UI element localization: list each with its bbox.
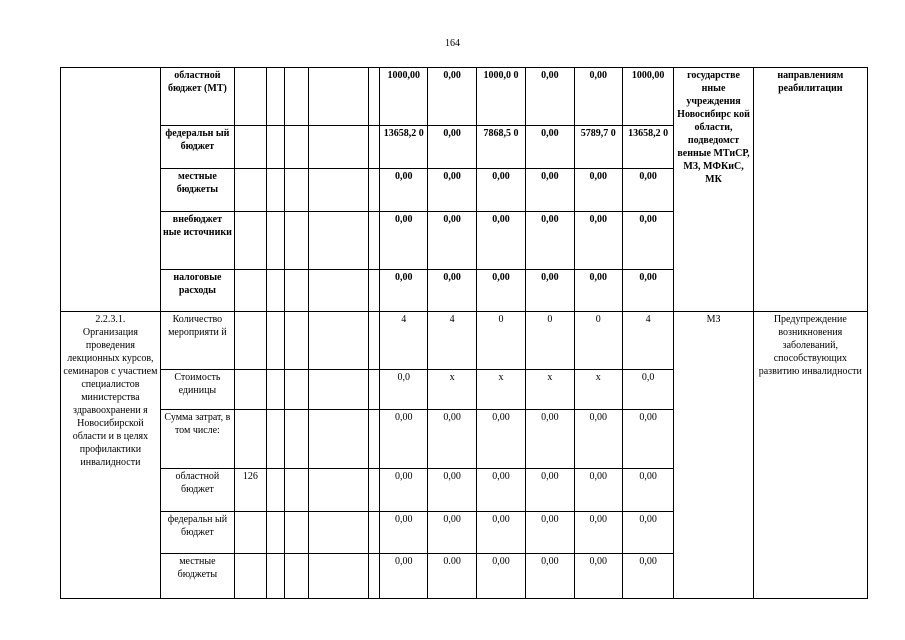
value-cell: 13658,2 0 xyxy=(622,126,673,169)
value-cell: x xyxy=(574,369,622,409)
program-table xyxy=(60,67,868,599)
empty-cell xyxy=(368,511,379,553)
value-cell: 0,00 xyxy=(526,511,574,553)
empty-cell xyxy=(368,68,379,126)
row-label-cell: местные бюджеты xyxy=(160,553,234,598)
empty-cell xyxy=(285,369,309,409)
empty-cell xyxy=(285,270,309,312)
empty-cell xyxy=(266,369,285,409)
empty-cell xyxy=(368,312,379,369)
value-cell: 0,00 xyxy=(476,553,525,598)
value-cell: 0,00 xyxy=(380,468,428,511)
value-cell: 0,00 xyxy=(526,126,574,169)
row-label-cell: областной бюджет (МТ) xyxy=(160,68,234,126)
empty-cell xyxy=(368,126,379,169)
value-cell: 0,00 xyxy=(476,212,525,270)
value-cell: 0,00 xyxy=(574,511,622,553)
value-cell: x xyxy=(526,369,574,409)
empty-cell xyxy=(285,409,309,468)
value-cell: 0,00 xyxy=(526,468,574,511)
value-cell: 0,00 xyxy=(574,468,622,511)
empty-cell xyxy=(266,212,285,270)
item-name-cell: 2.2.3.1. Организация проведения лекционных курсов, семинаров с участием специалистов министерства здравоохранени я Новосибирской области и в целях профилактики инвалидности xyxy=(61,312,161,599)
empty-cell xyxy=(368,409,379,468)
code-cell xyxy=(234,369,266,409)
empty-cell xyxy=(368,369,379,409)
code-cell xyxy=(234,409,266,468)
value-cell: 1000,0 0 xyxy=(476,68,525,126)
value-cell: 0,00 xyxy=(428,270,476,312)
value-cell: 0,00 xyxy=(526,553,574,598)
value-cell: 13658,2 0 xyxy=(380,126,428,169)
item-name-cell xyxy=(61,68,161,312)
value-cell: 0,0 xyxy=(380,369,428,409)
value-cell: 0,00 xyxy=(574,68,622,126)
empty-cell xyxy=(266,468,285,511)
value-cell: 0,00 xyxy=(428,169,476,212)
value-cell: 0,00 xyxy=(428,68,476,126)
empty-cell xyxy=(285,169,309,212)
value-cell: x xyxy=(476,369,525,409)
value-cell: 0,00 xyxy=(526,270,574,312)
value-cell: 0,00 xyxy=(380,511,428,553)
value-cell: 0,00 xyxy=(622,511,673,553)
empty-cell xyxy=(234,270,266,312)
empty-cell xyxy=(266,553,285,598)
empty-cell xyxy=(266,270,285,312)
value-cell: 0,00 xyxy=(428,126,476,169)
empty-cell xyxy=(368,169,379,212)
value-cell: 0,00 xyxy=(622,212,673,270)
row-label-cell: Сумма затрат, в том числе: xyxy=(160,409,234,468)
value-cell: 4 xyxy=(428,312,476,369)
value-cell: 0,00 xyxy=(622,468,673,511)
executor-cell: МЗ xyxy=(674,312,753,599)
row-label-cell: налоговые расходы xyxy=(160,270,234,312)
value-cell: 1000,00 xyxy=(380,68,428,126)
row-label-cell: Стоимость единицы xyxy=(160,369,234,409)
code-cell xyxy=(234,553,266,598)
empty-cell xyxy=(285,212,309,270)
empty-cell xyxy=(309,312,369,369)
value-cell: 0,00 xyxy=(380,409,428,468)
row-label-cell: местные бюджеты xyxy=(160,169,234,212)
empty-cell xyxy=(285,468,309,511)
empty-cell xyxy=(234,169,266,212)
table-row xyxy=(61,312,868,369)
code-cell xyxy=(234,511,266,553)
row-label-cell: Количество мероприяти й xyxy=(160,312,234,369)
value-cell: 5789,7 0 xyxy=(574,126,622,169)
value-cell: x xyxy=(428,369,476,409)
value-cell: 0,00 xyxy=(574,270,622,312)
value-cell: 0,00 xyxy=(380,212,428,270)
empty-cell xyxy=(309,511,369,553)
value-cell: 0,00 xyxy=(380,169,428,212)
value-cell: 0,00 xyxy=(574,553,622,598)
value-cell: 0,00 xyxy=(476,409,525,468)
executor-cell: государстве нные учреждения Новосибирс кой области, подведомст венные МТиСР, МЗ, МФКиС, МК xyxy=(674,68,753,312)
value-cell: 0,00 xyxy=(476,468,525,511)
value-cell: 0,00 xyxy=(574,409,622,468)
empty-cell xyxy=(234,126,266,169)
empty-cell xyxy=(309,409,369,468)
value-cell: 0,00 xyxy=(622,270,673,312)
empty-cell xyxy=(368,212,379,270)
value-cell: 0,00 xyxy=(622,553,673,598)
empty-cell xyxy=(285,68,309,126)
value-cell: 0,00 xyxy=(476,169,525,212)
value-cell: 0,00 xyxy=(622,169,673,212)
empty-cell xyxy=(285,126,309,169)
empty-cell xyxy=(309,468,369,511)
value-cell: 0.00 xyxy=(428,553,476,598)
empty-cell xyxy=(309,369,369,409)
value-cell: 0,00 xyxy=(622,409,673,468)
empty-cell xyxy=(309,126,369,169)
table-row xyxy=(61,68,868,126)
value-cell: 0,00 xyxy=(526,409,574,468)
value-cell: 0,00 xyxy=(428,409,476,468)
result-cell: Предупреждение возникновения заболеваний, способствующих развитию инвалидности xyxy=(753,312,867,599)
empty-cell xyxy=(234,68,266,126)
page-number: 164 xyxy=(445,38,460,49)
empty-cell xyxy=(368,553,379,598)
empty-cell xyxy=(309,68,369,126)
value-cell: 0 xyxy=(476,312,525,369)
row-label-cell: внебюджет ные источники xyxy=(160,212,234,270)
value-cell: 0 xyxy=(526,312,574,369)
result-cell: направлениям реабилитации xyxy=(753,68,867,312)
value-cell: 7868,5 0 xyxy=(476,126,525,169)
value-cell: 0,0 xyxy=(622,369,673,409)
value-cell: 0,00 xyxy=(574,169,622,212)
empty-cell xyxy=(266,511,285,553)
value-cell: 0,00 xyxy=(526,169,574,212)
value-cell: 0,00 xyxy=(476,270,525,312)
empty-cell xyxy=(309,169,369,212)
empty-cell xyxy=(266,409,285,468)
empty-cell xyxy=(234,212,266,270)
empty-cell xyxy=(285,511,309,553)
empty-cell xyxy=(266,169,285,212)
empty-cell xyxy=(309,553,369,598)
value-cell: 4 xyxy=(380,312,428,369)
value-cell: 0,00 xyxy=(428,212,476,270)
row-label-cell: областной бюджет xyxy=(160,468,234,511)
value-cell: 0,00 xyxy=(380,270,428,312)
empty-cell xyxy=(266,312,285,369)
value-cell: 0,00 xyxy=(380,553,428,598)
empty-cell xyxy=(309,212,369,270)
empty-cell xyxy=(266,126,285,169)
value-cell: 0,00 xyxy=(574,212,622,270)
empty-cell xyxy=(266,68,285,126)
empty-cell xyxy=(309,270,369,312)
value-cell: 1000,00 xyxy=(622,68,673,126)
row-label-cell: федеральн ый бюджет xyxy=(160,511,234,553)
value-cell: 0,00 xyxy=(526,212,574,270)
empty-cell xyxy=(368,270,379,312)
row-label-cell: федеральн ый бюджет xyxy=(160,126,234,169)
value-cell: 0,00 xyxy=(476,511,525,553)
empty-cell xyxy=(285,312,309,369)
value-cell: 0,00 xyxy=(526,68,574,126)
empty-cell xyxy=(368,468,379,511)
code-cell xyxy=(234,312,266,369)
code-cell: 126 xyxy=(234,468,266,511)
value-cell: 0,00 xyxy=(428,468,476,511)
value-cell: 4 xyxy=(622,312,673,369)
value-cell: 0,00 xyxy=(428,511,476,553)
value-cell: 0 xyxy=(574,312,622,369)
empty-cell xyxy=(285,553,309,598)
